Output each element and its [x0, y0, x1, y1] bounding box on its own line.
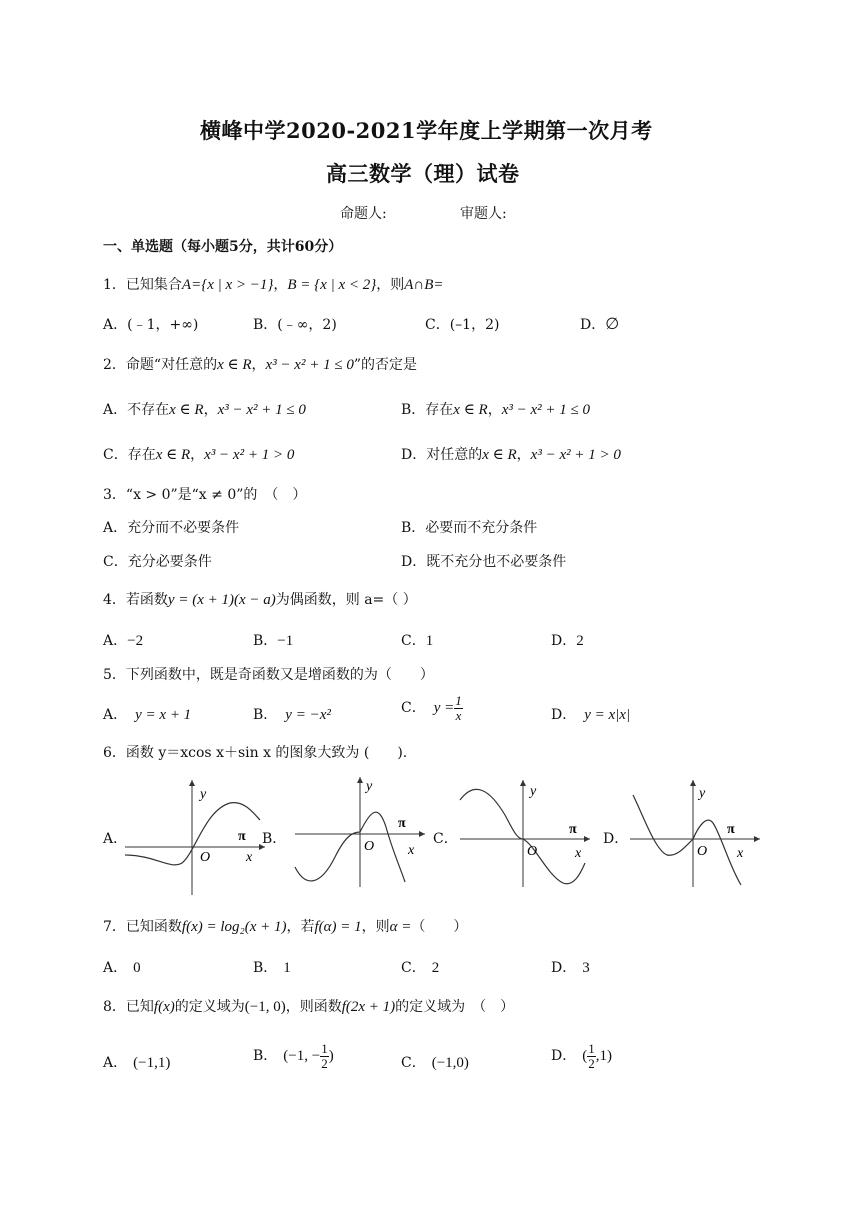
q1-text: 已知集合 — [125, 277, 182, 293]
option-label: C． — [425, 317, 450, 333]
axis-x-label: x — [737, 846, 744, 861]
option-comma: ， — [203, 402, 218, 418]
option-label: A．不存在 — [103, 402, 170, 418]
pi-label: π — [569, 822, 577, 837]
q8-option-a — [103, 1052, 170, 1072]
option-label: D． — [551, 1048, 577, 1065]
option-value: −1 — [277, 633, 294, 649]
axis-x-label: x — [575, 846, 582, 861]
option-label: B．存在 — [401, 402, 454, 418]
q6-stem: 6．函数 y＝xcos x＋sin x 的图象大致为 ( ). — [103, 745, 408, 761]
q2-comma: ， — [251, 357, 266, 373]
option-value: y = −x² — [285, 707, 331, 723]
q1-option-b — [253, 314, 337, 334]
q2-num: 2． — [103, 357, 126, 373]
q6-graph-a — [120, 775, 270, 900]
q7-option-a — [103, 957, 141, 977]
option-value: ( — [582, 1048, 588, 1065]
fraction — [587, 1042, 596, 1070]
q1-set-a: A={x | x > −1} — [181, 277, 274, 293]
option-label: A． — [103, 317, 128, 333]
option-label: D． — [551, 707, 577, 723]
q1-stem — [103, 274, 444, 294]
option-value: 1 — [283, 960, 291, 976]
option-label: C． — [401, 633, 426, 649]
q5-option-b — [253, 704, 331, 724]
fraction — [454, 694, 463, 722]
option-value: 2 — [431, 960, 440, 976]
q7-option-c — [401, 957, 439, 977]
option-comma: ， — [487, 402, 502, 418]
option-label: B． — [253, 317, 278, 333]
q6-graph-d — [625, 775, 765, 890]
setter-label: 命题人: — [340, 206, 387, 222]
option-value-tail: ) — [328, 1048, 334, 1065]
q6-graph-c — [455, 775, 595, 890]
option-label: D． — [551, 960, 577, 976]
option-label: B． — [253, 707, 278, 723]
denominator: x — [455, 707, 462, 723]
reviewer-label: 审题人: — [460, 206, 507, 222]
pi-label: π — [398, 816, 406, 831]
fraction — [320, 1042, 329, 1070]
q5-option-d — [551, 704, 630, 724]
q8-stem — [103, 996, 514, 1016]
q6-graph-b — [290, 772, 430, 892]
origin-label: O — [527, 844, 538, 859]
q8-text-post: 的定义域为 （ ） — [395, 999, 515, 1015]
q1-comma: ， — [273, 277, 288, 293]
option-value: y = x|x| — [584, 707, 631, 723]
option-domain: x ∈ R — [155, 447, 191, 463]
q7-option-d — [551, 957, 590, 977]
axis-y-label: y — [200, 787, 207, 802]
q2-text-post: ”的否定是 — [353, 357, 417, 373]
q7-text-post: ，则 — [361, 919, 390, 935]
q2-text-pre: 命题“对任意的 — [125, 357, 218, 373]
q1-option-c — [425, 314, 499, 334]
origin-label: O — [364, 839, 375, 854]
option-label: B． — [253, 960, 278, 976]
q6-option-a-label: A． — [103, 831, 128, 847]
option-label: D．对任意的 — [401, 447, 483, 463]
option-value: (–1，2) — [449, 317, 500, 333]
option-domain: x ∈ R — [482, 447, 517, 463]
option-value: (﹣1，+∞) — [127, 317, 199, 333]
option-label: A． — [103, 707, 128, 723]
option-label: A． — [103, 960, 128, 976]
section-heading: 一、单选题（每小题5分，共计60分） — [103, 239, 343, 255]
option-value: x³ − x² + 1 ≤ 0 — [501, 402, 591, 418]
axis-y-label: y — [530, 784, 537, 799]
pi-label: π — [727, 822, 735, 837]
q2-option-c — [103, 444, 294, 464]
axis-y-label: y — [699, 786, 706, 801]
q7-stem — [103, 916, 467, 936]
q3-stem: 3．“x > 0”是“x ≠ 0”的 （ ） — [103, 487, 307, 503]
q8-option-b — [253, 1042, 334, 1070]
option-label: C． — [401, 1055, 426, 1071]
q7-num: 7． — [103, 919, 126, 935]
q5-stem: 5．下列函数中，既是奇函数又是增函数的为（ ） — [103, 667, 434, 683]
q7-option-b — [253, 957, 291, 977]
q8-composite: f(2x + 1) — [341, 999, 396, 1015]
option-value: 3 — [582, 960, 590, 976]
q1-num: 1． — [103, 277, 126, 293]
origin-label: O — [697, 844, 708, 859]
option-comma: ， — [190, 447, 205, 463]
q6-option-b-label: B． — [262, 831, 287, 847]
denominator: 2 — [321, 1055, 328, 1071]
q8-option-d — [551, 1042, 612, 1070]
q4-text-pre: 若函数 — [125, 592, 168, 608]
q4-option-a — [103, 630, 143, 650]
option-value: (﹣∞，2) — [277, 317, 337, 333]
q8-num: 8． — [103, 999, 126, 1015]
q4-option-b — [253, 630, 293, 650]
option-value: 2 — [576, 633, 584, 649]
q1-set-b: B = {x | x < 2} — [287, 277, 377, 293]
q8-text-pre: 已知 — [125, 999, 154, 1015]
q7-text-mid: ，若 — [286, 919, 315, 935]
q1-expr: A∩B= — [404, 277, 444, 293]
option-domain: x ∈ R — [453, 402, 488, 418]
exam-title: 横峰中学2020-2021学年度上学期第一次月考 — [200, 118, 653, 143]
q3-option-a: A．充分而不必要条件 — [103, 520, 240, 536]
q7-text-pre: 已知函数 — [125, 919, 182, 935]
numerator: 1 — [455, 693, 462, 708]
option-label: C． — [401, 960, 426, 976]
q7-condition: f(α) = 1 — [314, 919, 362, 935]
q4-option-d — [551, 630, 584, 650]
q6-option-d-label: D． — [603, 831, 629, 847]
q1-option-d — [580, 314, 619, 334]
q2-option-d — [401, 444, 621, 464]
option-label: C． — [401, 700, 426, 717]
option-domain: x ∈ R — [169, 402, 204, 418]
q2-domain: x ∈ R — [217, 357, 252, 373]
option-value: (−1,0) — [431, 1055, 469, 1071]
denominator: 2 — [588, 1055, 595, 1071]
q5-option-a — [103, 704, 191, 724]
q4-stem — [103, 589, 417, 609]
option-value: y = — [433, 700, 455, 717]
pi-label: π — [238, 829, 246, 844]
numerator: 1 — [588, 1041, 595, 1056]
q2-inequality: x³ − x² + 1 ≤ 0 — [265, 357, 354, 373]
option-comma: ， — [516, 447, 531, 463]
numerator: 1 — [321, 1041, 328, 1056]
option-label: A． — [103, 633, 128, 649]
option-value: (−1,1) — [133, 1055, 171, 1071]
q5-option-c — [401, 694, 463, 722]
q8-option-c — [401, 1052, 469, 1072]
q8-function: f(x) — [153, 999, 175, 1015]
option-value: x³ − x² + 1 > 0 — [204, 447, 295, 463]
q7-ask: α = — [389, 919, 412, 935]
q1-option-a — [103, 314, 198, 334]
axis-y-label: y — [366, 779, 373, 794]
q3-option-c: C．充分必要条件 — [103, 554, 212, 570]
q6-option-c-label: C． — [433, 831, 458, 847]
option-value: −2 — [127, 633, 144, 649]
option-label: A． — [103, 1055, 128, 1071]
option-label: D． — [551, 633, 577, 649]
q7-function: f(x) = log₂(x + 1) — [181, 919, 287, 935]
option-label: C．存在 — [103, 447, 156, 463]
q2-stem — [103, 354, 417, 374]
q2-option-b — [401, 399, 590, 419]
exam-subtitle: 高三数学（理）试卷 — [326, 161, 520, 186]
option-value: 0 — [133, 960, 141, 976]
q8-domain: (−1, 0) — [244, 999, 286, 1015]
q7-paren: （ ） — [411, 919, 468, 935]
q4-option-c — [401, 630, 433, 650]
origin-label: O — [200, 850, 211, 865]
option-label: B． — [253, 1048, 278, 1065]
option-value: y = x + 1 — [135, 707, 192, 723]
q4-text-post: 为偶函数，则 a=（ ） — [275, 592, 417, 608]
option-value: x³ − x² + 1 > 0 — [530, 447, 621, 463]
axis-x-label: x — [246, 850, 253, 865]
axis-x-label: x — [408, 843, 415, 858]
option-value: ∅ — [605, 314, 620, 333]
option-value: x³ − x² + 1 ≤ 0 — [217, 402, 306, 418]
q1-then: ，则 — [376, 277, 405, 293]
option-label: D． — [580, 317, 606, 333]
q4-function: y = (x + 1)(x − a) — [167, 592, 276, 608]
q4-num: 4． — [103, 592, 126, 608]
option-value: (−1, − — [283, 1048, 321, 1065]
q8-text-mid1: 的定义域为 — [174, 999, 245, 1015]
q8-text-mid2: ，则函数 — [285, 999, 342, 1015]
option-value: 1 — [425, 633, 434, 649]
q3-option-b: B．必要而不充分条件 — [401, 520, 538, 536]
q3-option-d: D．既不充分也不必要条件 — [401, 554, 567, 570]
q2-option-a — [103, 399, 306, 419]
option-value-tail: ,1) — [595, 1048, 612, 1065]
option-label: B． — [253, 633, 278, 649]
